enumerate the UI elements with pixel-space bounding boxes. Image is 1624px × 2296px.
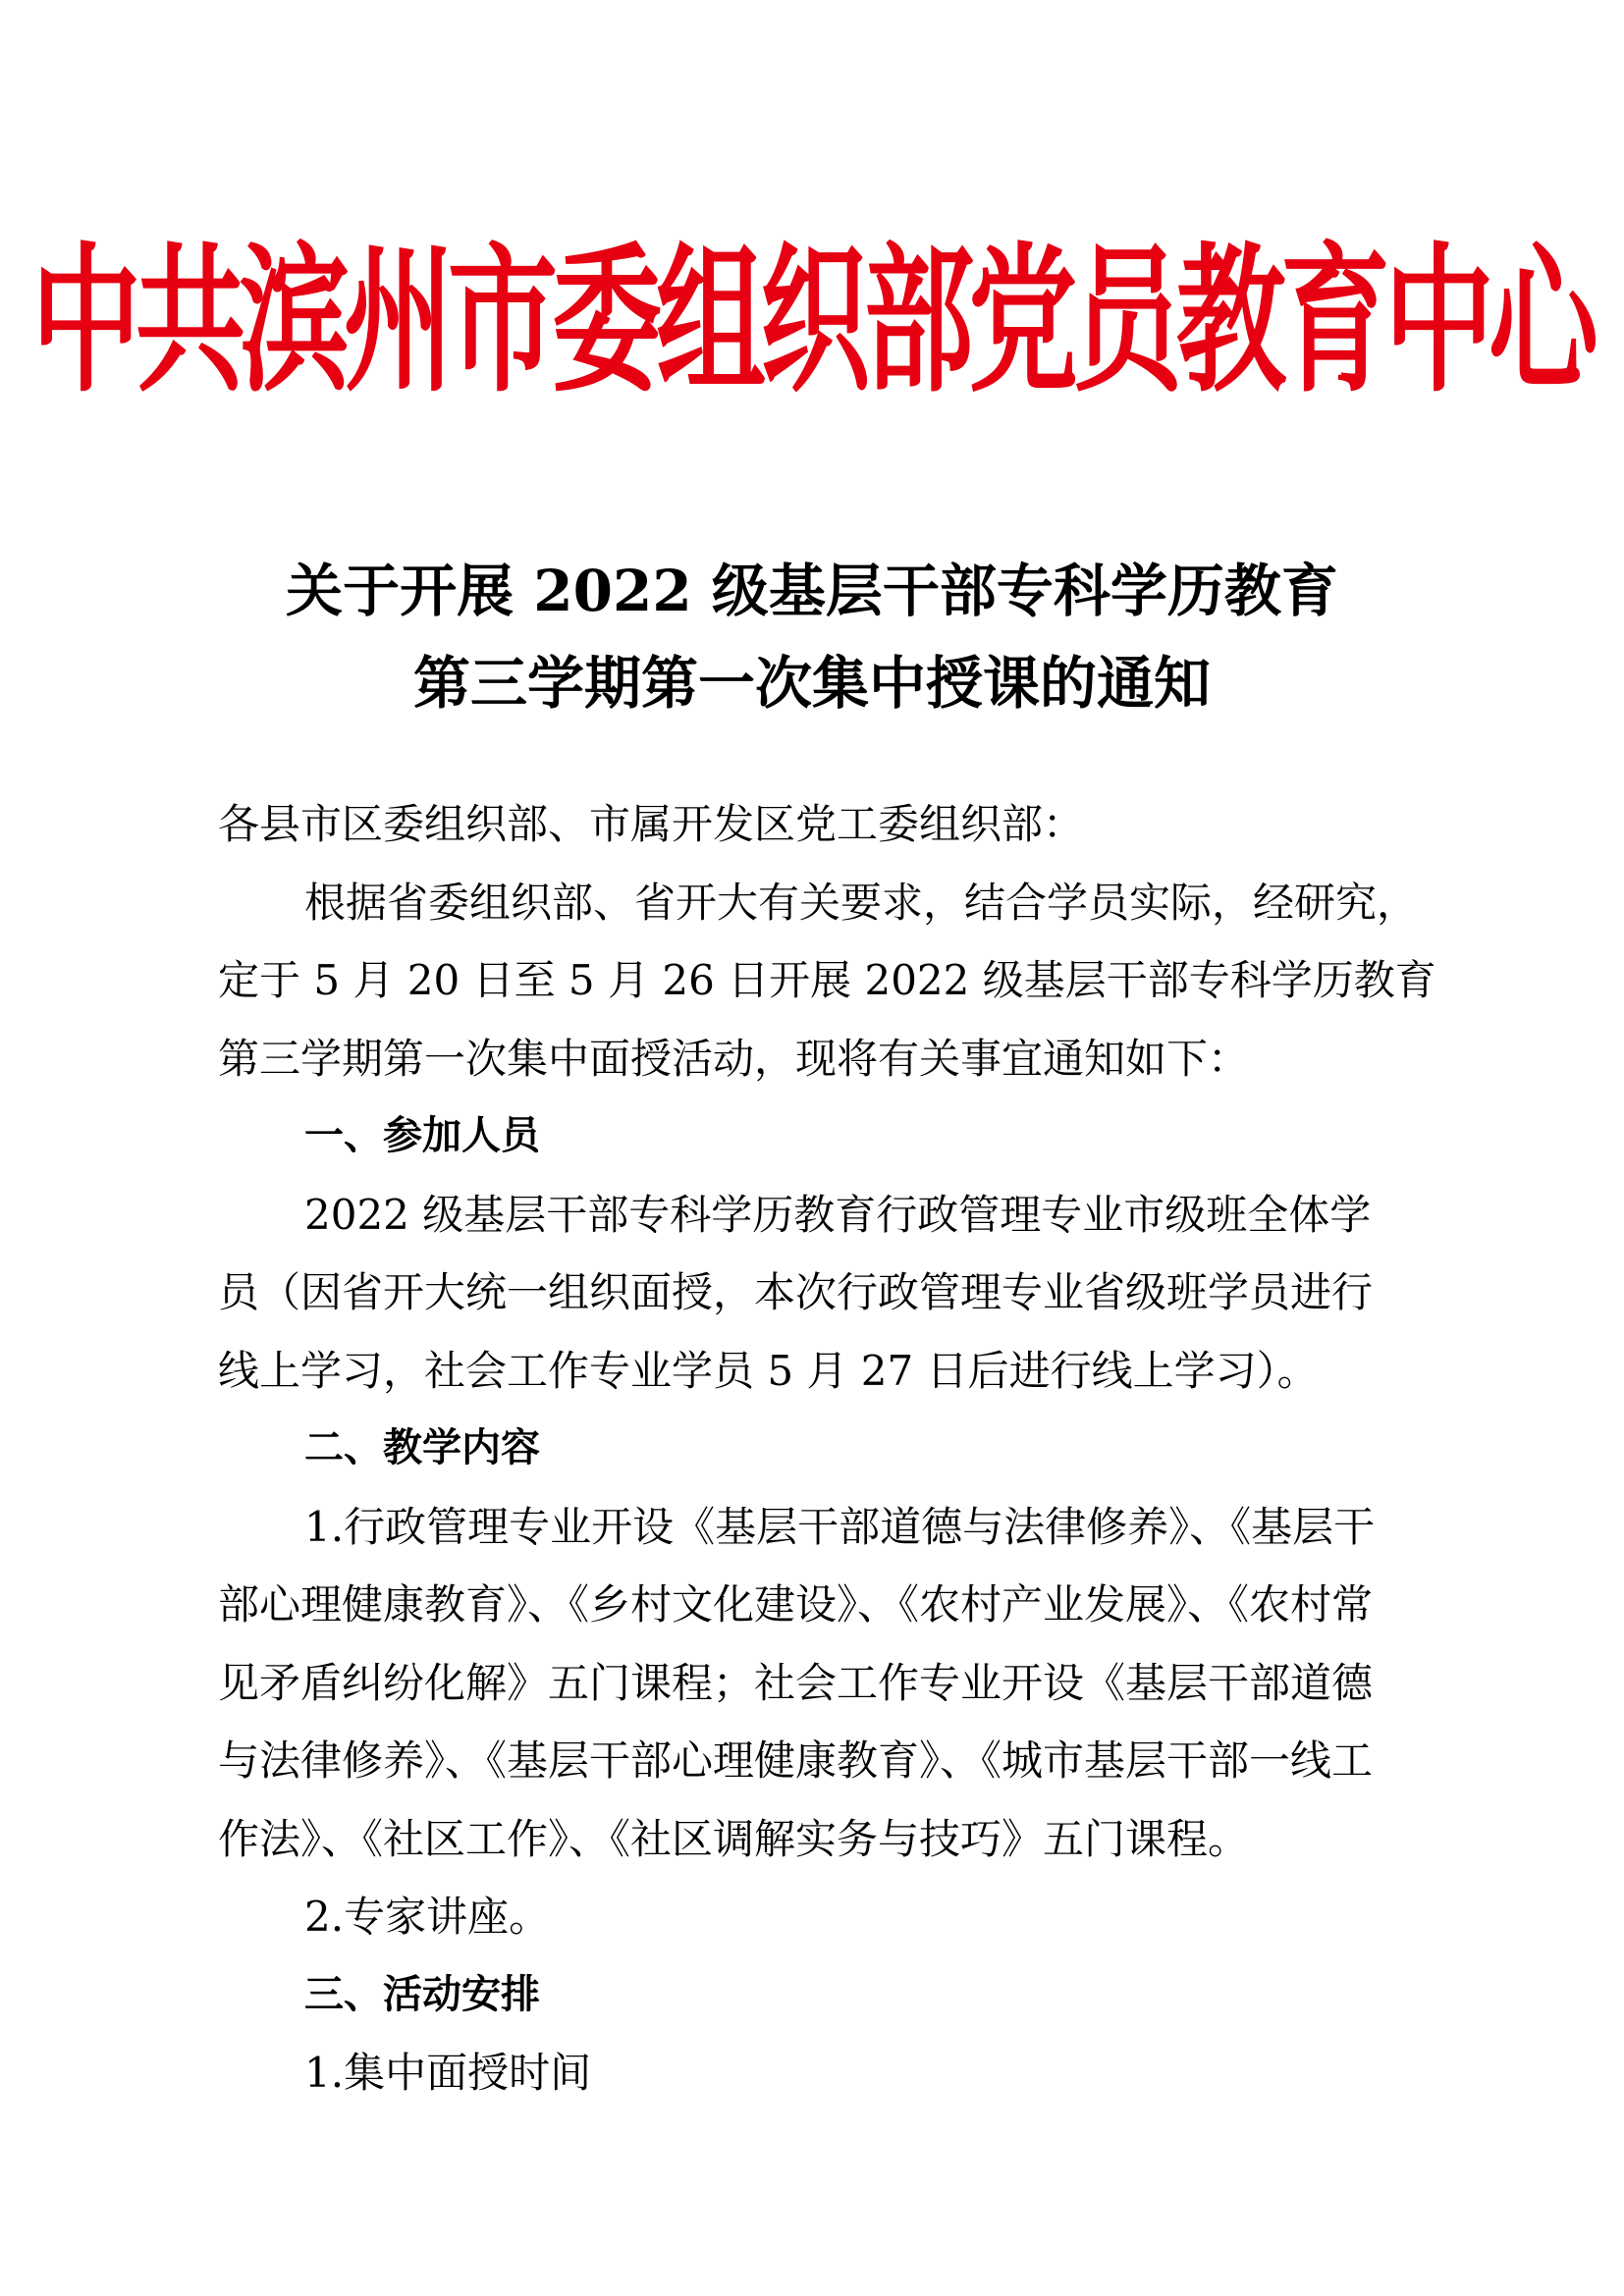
paragraph-line: 部心理健康教育》、《乡村文化建设》、《农村产业发展》、《农村常 (218, 1580, 1374, 1629)
salutation: 各县市区委组织部、市属开发区党工委组织部： (218, 800, 1085, 848)
title-line-2: 第三学期第一次集中授课的通知 (412, 650, 1211, 717)
organization-header: 中共滨州市委组织部党员教育中心 (31, 229, 1593, 415)
section-heading-schedule: 三、活动安排 (304, 1971, 540, 2017)
paragraph-line: 与法律修养》、《基层干部心理健康教育》、《城市基层干部一线工 (218, 1736, 1374, 1785)
paragraph-line: 作法》、《社区工作》、《社区调解实务与技巧》五门课程。 (218, 1814, 1250, 1863)
paragraph-line: 见矛盾纠纷化解》五门课程；社会工作专业开设《基层干部道德 (218, 1658, 1374, 1707)
paragraph-line: 第三学期第一次集中面授活动，现将有关事宜通知如下： (218, 1034, 1250, 1083)
section-heading-participants: 一、参加人员 (304, 1113, 540, 1158)
paragraph-line: 员（因省开大统一组织面授，本次行政管理专业省级班学员进行 (218, 1268, 1374, 1316)
paragraph-line: 根据省委组织部、省开大有关要求，结合学员实际，经研究， (304, 878, 1419, 927)
paragraph-line: 2.专家讲座。 (304, 1893, 551, 1941)
document-title (0, 545, 1624, 729)
paragraph-line: 1.行政管理专业开设《基层干部道德与法律修养》、《基层干 (304, 1502, 1376, 1551)
paragraph-line: 2022 级基层干部专科学历教育行政管理专业市级班全体学 (304, 1190, 1372, 1239)
paragraph-line: 1.集中面授时间 (304, 2049, 592, 2097)
document-body (218, 785, 1436, 2112)
paragraph-line: 定于 5 月 20 日至 5 月 26 日开展 2022 级基层干部专科学历教育 (218, 956, 1436, 1004)
section-heading-content: 二、教学内容 (304, 1425, 540, 1470)
title-line-1: 关于开展 2022 级基层干部专科学历教育 (286, 558, 1338, 624)
paragraph-line: 线上学习，社会工作专业学员 5 月 27 日后进行线上学习）。 (218, 1346, 1319, 1395)
